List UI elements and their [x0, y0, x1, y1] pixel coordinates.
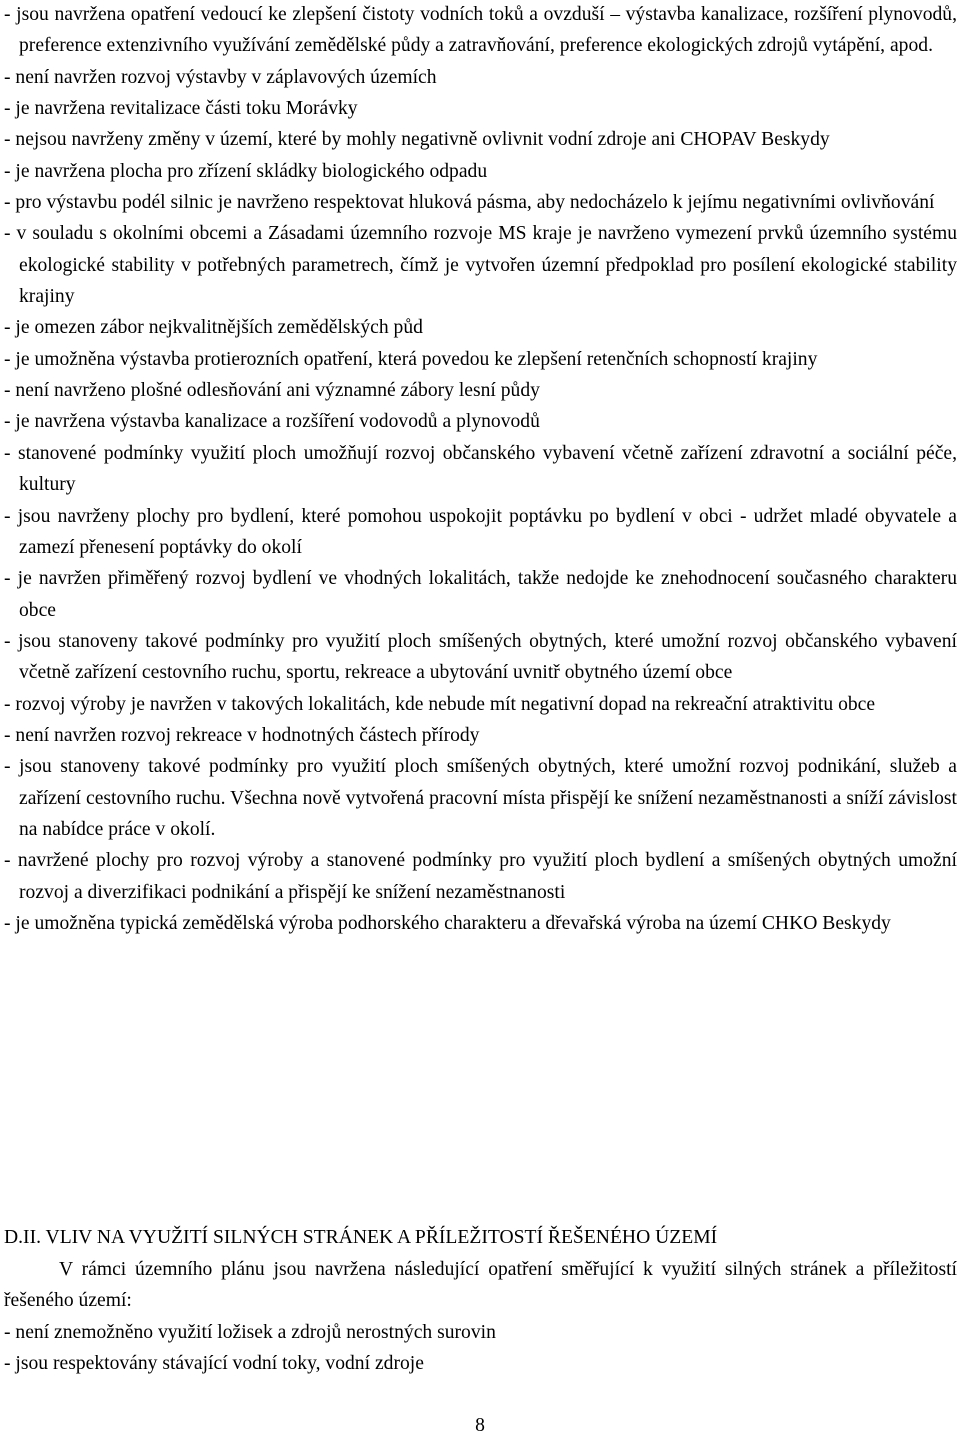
list-item: - rozvoj výroby je navržen v takových lokalitách, kde nebude mít negativní dopad na rekreační atraktivitu obce [4, 693, 876, 715]
list-item: - pro výstavbu podél silnic je navrženo respektovat hluková pásma, aby nedocházelo k jejímu negativními ovlivňování [4, 192, 935, 214]
strengths-list [4, 1317, 957, 1380]
list-item: - není navržen rozvoj výstavby v záplavových územích [4, 66, 437, 88]
list-item: - není navrženo plošné odlesňování ani významné zábory lesní půdy [4, 380, 540, 402]
measures-list [4, 0, 957, 939]
list-item: - je omezen zábor nejkvalitnějších zemědělských půd [4, 317, 423, 339]
list-item: - nejsou navrženy změny v území, které by mohly negativně ovlivnit vodní zdroje ani CHOPAV Beskydy [4, 129, 830, 151]
list-item: - není navržen rozvoj rekreace v hodnotných částech přírody [4, 724, 480, 746]
list-item: - jsou respektovány stávající vodní toky, vodní zdroje [4, 1353, 424, 1375]
list-item: - je umožněna typická zemědělská výroba podhorského charakteru a dřevařská výroba na území CHKO Beskydy [4, 912, 891, 934]
list-item: - stanovené podmínky využití ploch umožňují rozvoj občanského vybavení včetně zařízení zdravotní a sociální péče, kultury [4, 442, 957, 496]
list-item: - je navržena plocha pro zřízení skládky biologického odpadu [4, 160, 488, 182]
list-item: - je navržena výstavba kanalizace a rozšíření vodovodů a plynovodů [4, 411, 540, 433]
list-item: - v souladu s okolními obcemi a Zásadami územního rozvoje MS kraje je navrženo vymezení prvků územního systému ekologické stability v potřebných parametrech, čímž je vytvořen územní předpoklad pro posílení ekologické stability krajiny [4, 223, 957, 308]
list-item: - jsou stanoveny takové podmínky pro využití ploch smíšených obytných, které umožní rozvoj podnikání, služeb a zařízení cestovního ruchu. Všechna nově vytvořená pracovní místa přispějí ke snížení nezaměstnanosti a sníží závislost na nabídce práce v okolí. [4, 756, 957, 840]
list-item: - jsou navržena opatření vedoucí ke zlepšení čistoty vodních toků a ovzduší – výstavba kanalizace, rozšíření plynovodů, preference extenzivního využívání zemědělské půdy a zatravňování, preference ekologických zdrojů vytápění, apod. [4, 4, 957, 57]
list-item: - není znemožněno využití ložisek a zdrojů nerostných surovin [4, 1322, 496, 1343]
section-intro-paragraph: V rámci územního plánu jsou navržena následující opatření směřující k využití silných stránek a příležitostí řešeného území: [4, 1259, 957, 1312]
list-item: - je navržena revitalizace části toku Morávky [4, 98, 358, 120]
list-item: - je umožněna výstavba protierozních opatření, která povedou ke zlepšení retenčních schopností krajiny [4, 348, 818, 370]
list-item: - je navržen přiměřený rozvoj bydlení ve vhodných lokalitách, takže nedojde ke znehodnocení současného charakteru obce [4, 568, 957, 621]
list-item: - jsou stanoveny takové podmínky pro využití ploch smíšených obytných, které umožní rozvoj občanského vybavení včetně zařízení cestovního ruchu, sportu, rekreace a ubytování uvnitř obytného území obce [4, 630, 957, 684]
page-number: 8 [475, 1415, 485, 1436]
section-heading: D.II. VLIV NA VYUŽITÍ SILNÝCH STRÁNEK A PŘÍLEŽITOSTÍ ŘEŠENÉHO ÚZEMÍ [4, 1227, 718, 1248]
list-item: - navržené plochy pro rozvoj výroby a stanovené podmínky pro využití ploch bydlení a smíšených obytných umožní rozvoj a diverzifikaci podnikání a přispějí ke snížení nezaměstnanosti [4, 850, 957, 903]
list-item: - jsou navrženy plochy pro bydlení, které pomohou uspokojit poptávku po bydlení v obci - udržet mladé obyvatele a zamezí přenesení poptávky do okolí [4, 505, 957, 558]
